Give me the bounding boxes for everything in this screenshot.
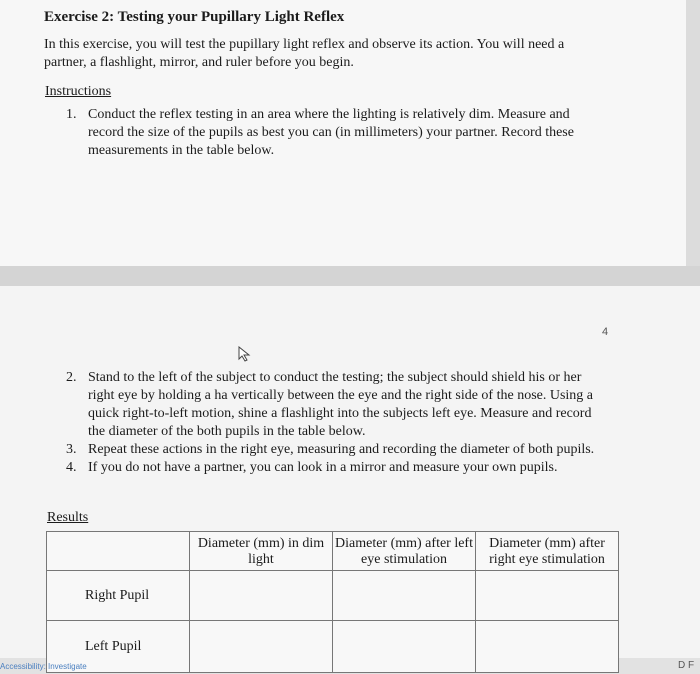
table-cell[interactable]: [333, 621, 476, 673]
results-heading: Results: [47, 510, 89, 525]
table-cell[interactable]: [333, 571, 476, 621]
table-header-row: [47, 532, 619, 571]
instruction-step: [66, 106, 596, 160]
table-cell[interactable]: [476, 621, 619, 673]
table-cell[interactable]: [190, 571, 333, 621]
row-label: Left Pupil: [47, 621, 190, 673]
table-header-cell: Diameter (mm) after left eye stimulation: [333, 532, 476, 571]
instructions-heading: Instructions: [45, 84, 112, 99]
instruction-step: [66, 369, 611, 441]
exercise-intro: In this exercise, you will test the pupillary light reflex and observe its action. You will need a partner, a flashlight, mirror, and ruler before you begin.: [44, 37, 565, 70]
step-text: Stand to the left of the subject to conduct the testing; the subject should shield his or her right eye by holding a ha vertically between the eye and the right side of the nose. Using a quick right-to-left motion, shine a flashlight into the subjects left eye. Measure and record the diameter of the both pupils in the table below.: [88, 370, 594, 439]
results-table: [46, 531, 619, 673]
step-text: Repeat these actions in the right eye, measuring and recording the diameter of both pupils.: [88, 442, 595, 457]
instruction-step: [66, 459, 611, 477]
footer-corner-text: D F: [678, 660, 695, 671]
step-number: 4.: [66, 460, 77, 475]
accessibility-status[interactable]: Accessibility: Investigate: [0, 662, 87, 671]
instruction-step: [66, 441, 611, 459]
table-cell[interactable]: [190, 621, 333, 673]
step-text: If you do not have a partner, you can look in a mirror and measure your own pupils.: [88, 460, 558, 475]
step-number: 1.: [66, 107, 77, 122]
table-header-cell: [47, 532, 190, 571]
step-text: Conduct the reflex testing in an area where the lighting is relatively dim. Measure and record the size of the pupils as best you can (in millimeters) your partner. Record these measurements in the table below.: [88, 107, 574, 158]
instruction-list-part-1: [66, 106, 596, 160]
mouse-pointer-icon: [238, 346, 252, 362]
table-header-cell: Diameter (mm) in dim light: [190, 532, 333, 571]
table-header-cell: Diameter (mm) after right eye stimulation: [476, 532, 619, 571]
step-number: 3.: [66, 442, 77, 457]
row-label: Right Pupil: [47, 571, 190, 621]
table-row: [47, 621, 619, 673]
table-row: [47, 571, 619, 621]
table-cell[interactable]: [476, 571, 619, 621]
page-number: 4: [602, 326, 609, 338]
instruction-list-part-2: [66, 369, 611, 477]
exercise-title: Exercise 2: Testing your Pupillary Light Reflex: [44, 9, 345, 25]
page-gap: [0, 266, 700, 286]
step-number: 2.: [66, 370, 77, 385]
